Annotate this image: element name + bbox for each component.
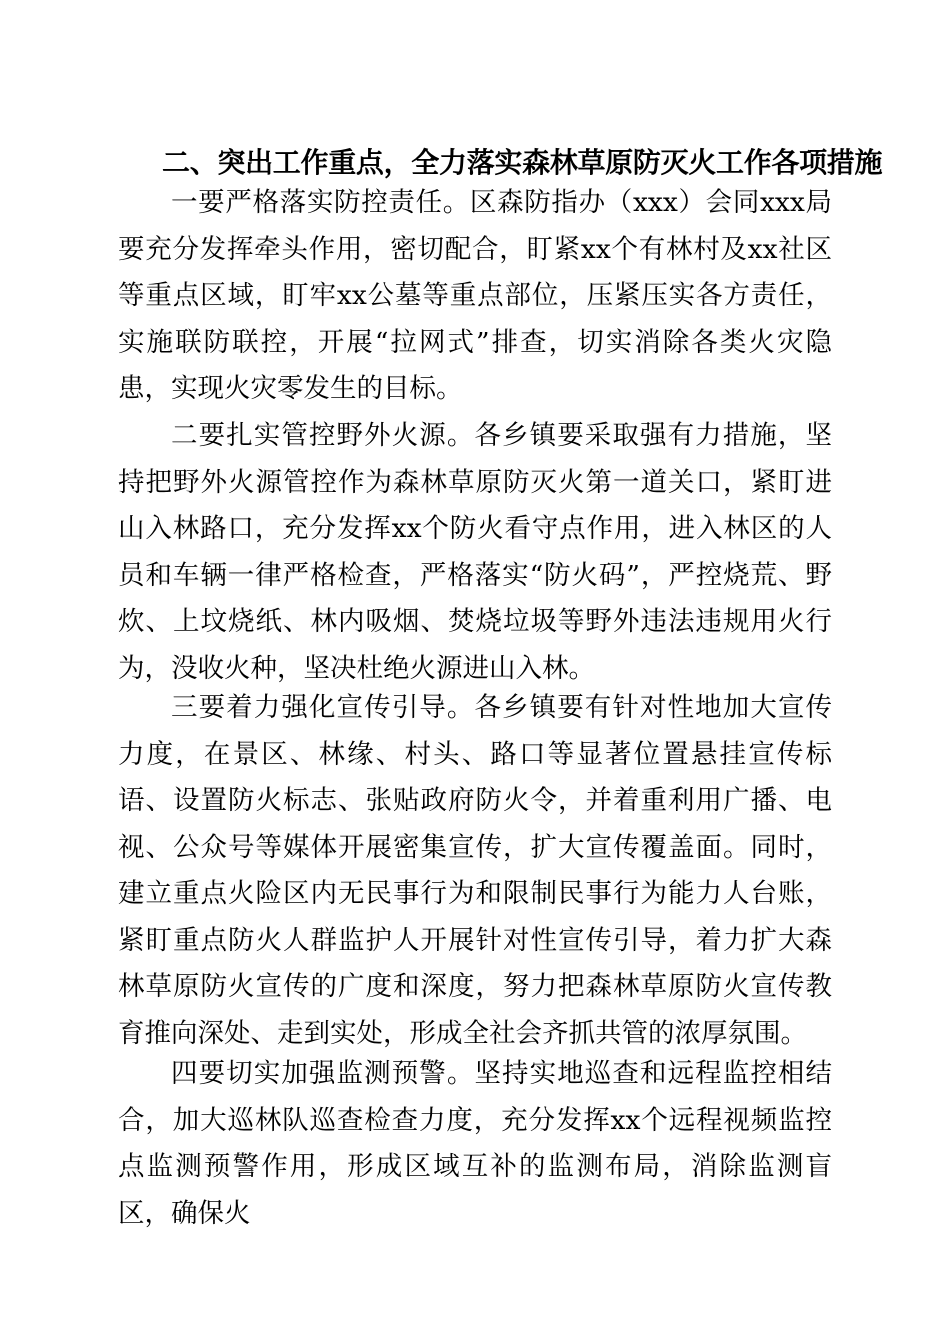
paragraph-2: 二要扎实管控野外火源。各乡镇要采取强有力措施，坚持把野外火源管控作为森林草原防灭火第一道关口，紧盯进山入林路口，充分发挥xx个防火看守点作用，进入林区的人员和车辆一律严格检查，严格落实“防火码”，严控烧荒、野炊、上坟烧纸、林内吸烟、焚烧垃圾等野外违法违规用火行为，没收火种，坚决杜绝火源进山入林。 (118, 420, 832, 684)
paragraph-3: 三要着力强化宣传引导。各乡镇要有针对性地加大宣传力度，在景区、林缘、村头、路口等显著位置悬挂宣传标语、设置防火标志、张贴政府防火令，并着重利用广播、电视、公众号等媒体开展密集宣传，扩大宣传覆盖面。同时，建立重点火险区内无民事行为和限制民事行为能力人台账，紧盯重点防火人群监护人开展针对性宣传引导，着力扩大森林草原防火宣传的广度和深度，努力把森林草原防火宣传教育推向深处、走到实处，形成全社会齐抓共管的浓厚氛围。 (118, 692, 832, 1049)
paragraph-1: 一要严格落实防控责任。区森防指办（xxx）会同xxx局要充分发挥牵头作用，密切配合，盯紧xx个有林村及xx社区等重点区域，盯牢xx公墓等重点部位，压紧压实各方责任，实施联防联控，开展“拉网式”排查，切实消除各类火灾隐患，实现火灾零发生的目标。 (118, 187, 832, 404)
paragraph-4: 四要切实加强监测预警。坚持实地巡查和远程监控相结合，加大巡林队巡查检查力度，充分发挥xx个远程视频监控点监测预警作用，形成区域互补的监测布局，消除监测盲区，确保火 (118, 1058, 832, 1229)
section-heading: 二、突出工作重点，全力落实森林草原防灭火工作各项措施 (162, 146, 883, 179)
